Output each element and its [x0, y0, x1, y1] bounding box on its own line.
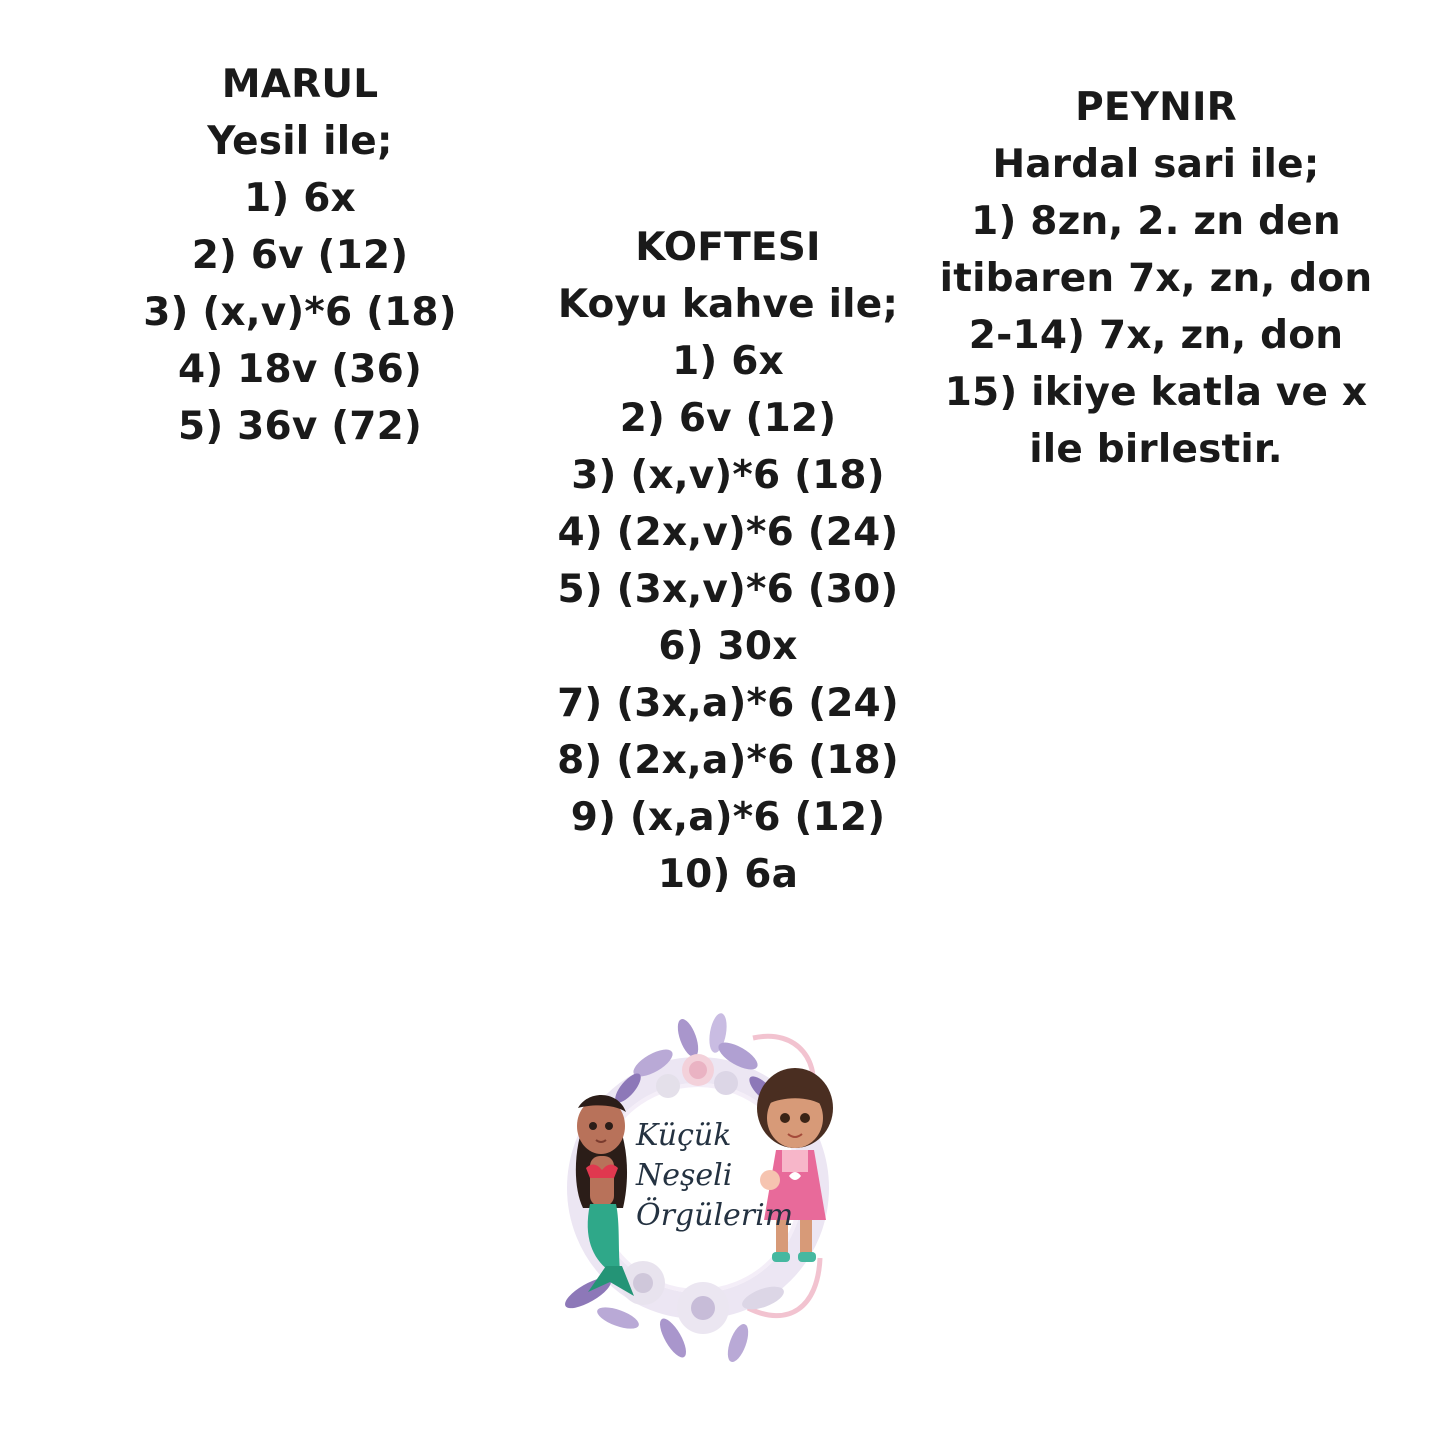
kofte-row: 6) 30x: [658, 624, 798, 669]
kofte-row: 10) 6a: [657, 852, 799, 897]
kofte-row: 8) (2x,a)*6 (18): [557, 738, 899, 783]
kofte-title: KOFTESI: [635, 225, 821, 270]
marul-row: 5) 36v (72): [178, 404, 422, 449]
logo-text: [636, 1116, 793, 1236]
peynir-row: itibaren 7x, zn, don: [939, 256, 1373, 301]
peynir-row: 1) 8zn, 2. zn den: [971, 199, 1341, 244]
kofte-row: 3) (x,v)*6 (18): [571, 453, 885, 498]
kofte-row: 7) (3x,a)*6 (24): [557, 681, 899, 726]
marul-section: [100, 56, 500, 455]
marul-row: 4) 18v (36): [178, 347, 422, 392]
logo-text-line: Küçük: [636, 1118, 732, 1153]
marul-subtitle: Yesil ile;: [207, 119, 393, 164]
marul-title: MARUL: [221, 62, 379, 107]
brand-logo: [548, 1008, 848, 1368]
peynir-row: 2-14) 7x, zn, don: [968, 313, 1344, 358]
peynir-title: PEYNIR: [1075, 85, 1237, 130]
marul-row: 1) 6x: [244, 176, 356, 221]
kofte-section: [528, 219, 928, 903]
kofte-row: 5) (3x,v)*6 (30): [557, 567, 899, 612]
peynir-row: ile birlestir.: [1029, 427, 1283, 472]
peynir-row: 15) ikiye katla ve x: [944, 370, 1368, 415]
marul-row: 2) 6v (12): [191, 233, 409, 278]
marul-row: 3) (x,v)*6 (18): [143, 290, 457, 335]
kofte-subtitle: Koyu kahve ile;: [557, 282, 899, 327]
kofte-row: 1) 6x: [672, 339, 784, 384]
logo-text-line: Neşeli: [636, 1158, 733, 1193]
kofte-row: 2) 6v (12): [619, 396, 837, 441]
kofte-row: 4) (2x,v)*6 (24): [557, 510, 899, 555]
peynir-section: [936, 79, 1376, 478]
logo-text-line: Örgülerim: [636, 1198, 794, 1233]
peynir-subtitle: Hardal sari ile;: [992, 142, 1320, 187]
kofte-row: 9) (x,a)*6 (12): [570, 795, 886, 840]
